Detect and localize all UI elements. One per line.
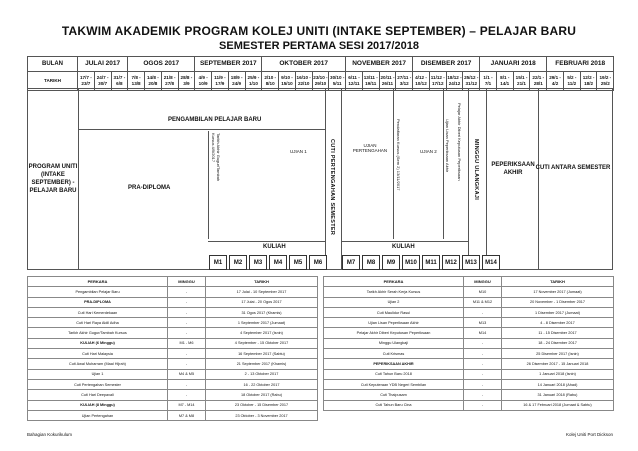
minggu-cell: - (168, 390, 206, 400)
minggu-cell: - (168, 379, 206, 389)
table-row (324, 338, 614, 348)
events-table-right (323, 276, 614, 411)
week-marker: M9 (382, 255, 400, 270)
tarikh-cell: 4 - 8 Disember 2017 (502, 318, 614, 328)
table-row (324, 359, 614, 369)
week-date: 11/9 - 17/9 (212, 72, 229, 91)
table-row (28, 400, 318, 410)
perkara-cell: Cuti Krismas (324, 349, 464, 359)
ujian-1-label: UJIAN 1 (290, 149, 307, 154)
perkara-cell: PEPERIKSAAN AKHIR (324, 359, 464, 369)
col-perkara: PERKARA (324, 277, 464, 287)
week-date: 12/2 - 18/2 (580, 72, 597, 91)
table-row (28, 338, 318, 348)
tarikh-cell: 18 - 24 Disember 2017 (502, 338, 614, 348)
minggu-cell: - (464, 359, 502, 369)
week-date: 28/8 - 3/9 (178, 72, 195, 91)
bulan-label: BULAN (28, 57, 78, 72)
minggu-cell: - (464, 349, 502, 359)
week-date: 13/11 - 19/11 (362, 72, 379, 91)
tarikh-cell: 1 Disember 2017 (Jumaat) (502, 307, 614, 317)
perkara-cell: Ujian 2 (324, 297, 464, 307)
tarikh-cell: 16 - 22 Oktober 2017 (206, 379, 318, 389)
ujian-2-label: UJIAN 2 (420, 149, 437, 154)
week-marker: M1 (209, 255, 227, 270)
program-label: PROGRAM UNITI (INTAKE SEPTEMBER) - PELAJAR BARU (28, 89, 79, 269)
month-header: JANUARI 2018 (480, 57, 547, 72)
footer-right: Kolej Uniti Port Dickson (565, 432, 613, 437)
week-marker: M8 (362, 255, 380, 270)
week-date: 5/2 - 11/2 (563, 72, 580, 91)
table-row (28, 318, 318, 328)
week-date: 23/10 - 29/10 (312, 72, 329, 91)
table-row (324, 390, 614, 400)
week-date: 7/8 - 13/8 (128, 72, 145, 91)
perkara-cell: KULIAH (6 Minggu) (28, 338, 168, 348)
calendar-header (27, 56, 614, 91)
schedule-panel (27, 88, 613, 270)
table-row (28, 369, 318, 379)
table-row (28, 349, 318, 359)
cuti-antara-label: CUTI ANTARA SEMESTER (535, 165, 611, 171)
month-header: OGOS 2017 (128, 57, 195, 72)
perkara-cell: Cuti Hari Raya Aidil Adha (28, 318, 168, 328)
month-header: SEPTEMBER 2017 (195, 57, 262, 72)
week-marker: M6 (309, 255, 327, 270)
minggu-cell: M14 (464, 328, 502, 338)
perkara-cell: PRA-DIPLOMA (28, 297, 168, 307)
tarikh-cell: 17 Julai - 10 September 2017 (206, 287, 318, 297)
minggu-cell: - (168, 287, 206, 297)
table-row (324, 349, 614, 359)
col-tarikh: TARIKH (502, 277, 614, 287)
peperiksaan-akhir-label: PEPERIKSAAN AKHIR (491, 162, 535, 176)
week-date: 25/9 - 1/10 (245, 72, 262, 91)
minggu-cell: - (168, 359, 206, 369)
week-date: 20/11 - 26/11 (379, 72, 396, 91)
col-perkara: PERKARA (28, 277, 168, 287)
tarikh-cell: 1 September 2017 (Jumaat) (206, 318, 318, 328)
week-date: 11/12 - 17/12 (429, 72, 446, 91)
perkara-cell: Cuti Hari Malaysia (28, 349, 168, 359)
week-date: 27/11 - 3/12 (396, 72, 413, 91)
week-date: 6/11 - 12/11 (346, 72, 363, 91)
week-date: 4/9 - 10/9 (195, 72, 212, 91)
kuliah-1-label: KULIAH (263, 244, 286, 250)
minggu-cell: - (168, 318, 206, 328)
pra-diploma-label: PRA-DIPLOMA (128, 185, 171, 191)
week-date: 15/1 - 21/1 (513, 72, 530, 91)
minggu-cell: - (168, 297, 206, 307)
tarikh-cell: 14 Januari 2018 (Ahad) (502, 379, 614, 389)
table-row (28, 307, 318, 317)
table-row (324, 318, 614, 328)
week-date: 18/9 - 24/9 (228, 72, 245, 91)
perkara-cell: Tarikh Akhir Serah Kerja Kursus (324, 287, 464, 297)
table-row (324, 400, 614, 410)
events-table-left (27, 276, 318, 421)
tarikh-cell: 31 Januari 2018 (Rabu) (502, 390, 614, 400)
week-date: 9/10 - 15/10 (279, 72, 296, 91)
minggu-cell: - (464, 390, 502, 400)
week-date: 31/7 - 6/8 (111, 72, 128, 91)
week-row-1 (209, 255, 327, 270)
perkara-cell: Cuti Pertengahan Semester (28, 379, 168, 389)
tarikh-cell: 31 Ogos 2017 (Khamis) (206, 307, 318, 317)
col-minggu: MINGGU (464, 277, 502, 287)
minggu-cell: M7 - M14 (168, 400, 206, 410)
week-marker: M13 (462, 255, 480, 270)
week-date: 16/10 - 22/10 (295, 72, 312, 91)
perkara-cell: Cuti Tahun Baru Cina (324, 400, 464, 410)
page-title: TAKWIM AKADEMIK PROGRAM KOLEJ UNITI (INTAKE SEPTEMBER) – PELAJAR BARU (61, 24, 577, 38)
tarikh-cell: 1 Januari 2018 (Isnin) (502, 369, 614, 379)
tarikh-cell: 21 September 2017 (Khamis) (206, 359, 318, 369)
perkara-cell: Ujian 1 (28, 369, 168, 379)
week-marker: M3 (249, 255, 267, 270)
minggu-ulangkaji-label: MINGGU ULANGKAJI (473, 139, 479, 201)
table-row (28, 297, 318, 307)
cuti-pertengahan-label: CUTI PERTENGAHAN SEMESTER (329, 139, 335, 236)
week-date: 4/12 - 10/12 (413, 72, 430, 91)
col-minggu: MINGGU (168, 277, 206, 287)
tarikh-cell: 4 September 2017 (Isnin) (206, 328, 318, 338)
tarikh-cell: 25 Disember 2017 (Isnin) (502, 349, 614, 359)
tarikh-label: TARIKH (28, 72, 78, 91)
perkara-cell: Ujian Pertengahan (28, 410, 168, 420)
tarikh-cell: 23 Oktober - 3 November 2017 (206, 410, 318, 420)
perkara-cell: KULIAH (8 Minggu) (28, 400, 168, 410)
tarikh-cell: 11 - 15 Disember 2017 (502, 328, 614, 338)
minggu-cell: - (464, 369, 502, 379)
week-date: 2/10 - 8/10 (262, 72, 279, 91)
tarikh-cell: 17 November 2017 (Jumaat) (502, 287, 614, 297)
tarikh-cell: 23 Oktober - 15 Disember 2017 (206, 400, 318, 410)
perkara-cell: Cuti Keputeraan YDB Negeri Sembilan (324, 379, 464, 389)
table-row (324, 369, 614, 379)
tarikh-cell: 20 November - 1 Disember 2017 (502, 297, 614, 307)
tarikh-cell: 17 Julai - 20 Ogos 2017 (206, 297, 318, 307)
table-row (28, 410, 318, 420)
table-row (324, 307, 614, 317)
perkara-cell: Cuti Thaipusam (324, 390, 464, 400)
week-marker: M4 (269, 255, 287, 270)
week-date: 18/12 - 24/12 (446, 72, 463, 91)
tarikh-cell: 2 - 13 Oktober 2017 (206, 369, 318, 379)
ujian-pertengahan-label: UJIAN PERTENGAHAN (352, 143, 388, 153)
footer-left: Bahagian Kokurikulum (27, 432, 73, 437)
perkara-cell: Pelajar Akhir Diberi Keputusan Peperiksaan (324, 328, 464, 338)
col-tarikh: TARIKH (206, 277, 318, 287)
page-subtitle: SEMESTER PERTAMA SESI 2017/2018 (219, 40, 419, 52)
tarikh-cell: 26 Disember 2017 - 15 Januari 2018 (502, 359, 614, 369)
minggu-cell: M11 & M12 (464, 297, 502, 307)
table-row (28, 328, 318, 338)
week-date: 24/7 - 30/7 (94, 72, 111, 91)
week-date: 14/8 - 20/8 (145, 72, 162, 91)
minggu-cell: M7 & M8 (168, 410, 206, 420)
perkara-cell: Cuti Hari Deepavali (28, 390, 168, 400)
week-date: 29/1 - 4/2 (547, 72, 564, 91)
pelajar-akhir-note: Pelajar Akhir Diberi Keputusan Peperiksaan (457, 103, 462, 181)
perkara-cell: Cuti Hari Kemerdekaan (28, 307, 168, 317)
perkara-cell: Pengambilan Pelajar Baru (28, 287, 168, 297)
week-date: 30/10 - 5/11 (329, 72, 346, 91)
week-marker: M2 (229, 255, 247, 270)
tarikh-cell: 16 & 17 Februari 2018 (Jumaat & Sabtu) (502, 400, 614, 410)
table-row (324, 328, 614, 338)
table-row (28, 287, 318, 297)
week-marker: M5 (289, 255, 307, 270)
minggu-cell: M10 (464, 287, 502, 297)
pendaftaran-note: Pendaftaran Kursus (Sem 2) 13/11/2017 (396, 119, 401, 191)
minggu-cell: M1 - M6 (168, 338, 206, 348)
week-date: 22/1 - 28/1 (530, 72, 547, 91)
week-date: 19/2 - 25/2 (597, 72, 614, 91)
table-row (28, 359, 318, 369)
minggu-cell: M4 & M5 (168, 369, 206, 379)
table-row (28, 390, 318, 400)
month-header: OKTOBER 2017 (262, 57, 346, 72)
month-header: DISEMBER 2017 (413, 57, 480, 72)
week-date: 17/7 - 23/7 (78, 72, 95, 91)
minggu-cell: - (464, 307, 502, 317)
pengambilan-label: PENGAMBILAN PELAJAR BARU (168, 117, 262, 123)
week-date: 1/1 - 7/1 (480, 72, 497, 91)
minggu-cell: - (464, 400, 502, 410)
perkara-cell: Tarikh Akhir Gugur/Tambah Kursus (28, 328, 168, 338)
month-header: JULAI 2017 (78, 57, 128, 72)
week-marker: M7 (342, 255, 360, 270)
tarikh-akhir-note: Tarikh Akhir Gugur/Tambah Kursus 4/9/2017 (211, 133, 221, 182)
week-marker: M14 (482, 255, 500, 270)
tarikh-cell: 18 Oktober 2017 (Rabu) (206, 390, 318, 400)
perkara-cell: Cuti Maulidur Rasul (324, 307, 464, 317)
ujian-lisan-note: Ujian Lisan Peperiksaan Akhir (445, 119, 450, 173)
week-row-2 (342, 255, 500, 270)
perkara-cell: Ujian Lisan Peperiksaan Akhir (324, 318, 464, 328)
week-date: 8/1 - 14/1 (496, 72, 513, 91)
tarikh-cell: 4 September - 15 Oktober 2017 (206, 338, 318, 348)
minggu-cell: - (168, 328, 206, 338)
table-row (324, 379, 614, 389)
week-marker: M12 (442, 255, 460, 270)
minggu-cell: - (168, 307, 206, 317)
week-marker: M11 (422, 255, 440, 270)
month-header: NOVEMBER 2017 (346, 57, 413, 72)
kuliah-2-label: KULIAH (392, 244, 415, 250)
table-row (324, 297, 614, 307)
table-row (28, 379, 318, 389)
minggu-cell: - (168, 349, 206, 359)
minggu-cell: - (464, 338, 502, 348)
perkara-cell: Minggu Ulangkaji (324, 338, 464, 348)
week-date: 21/8 - 27/8 (161, 72, 178, 91)
perkara-cell: Cuti Tahun Baru 2018 (324, 369, 464, 379)
tarikh-cell: 16 September 2017 (Sabtu) (206, 349, 318, 359)
month-header: FEBRUARI 2018 (547, 57, 614, 72)
week-marker: M10 (402, 255, 420, 270)
perkara-cell: Cuti Awal Muharram (Maal Hijrah) (28, 359, 168, 369)
minggu-cell: M13 (464, 318, 502, 328)
minggu-cell: - (464, 379, 502, 389)
table-row (324, 287, 614, 297)
week-date: 25/12 - 31/12 (463, 72, 480, 91)
